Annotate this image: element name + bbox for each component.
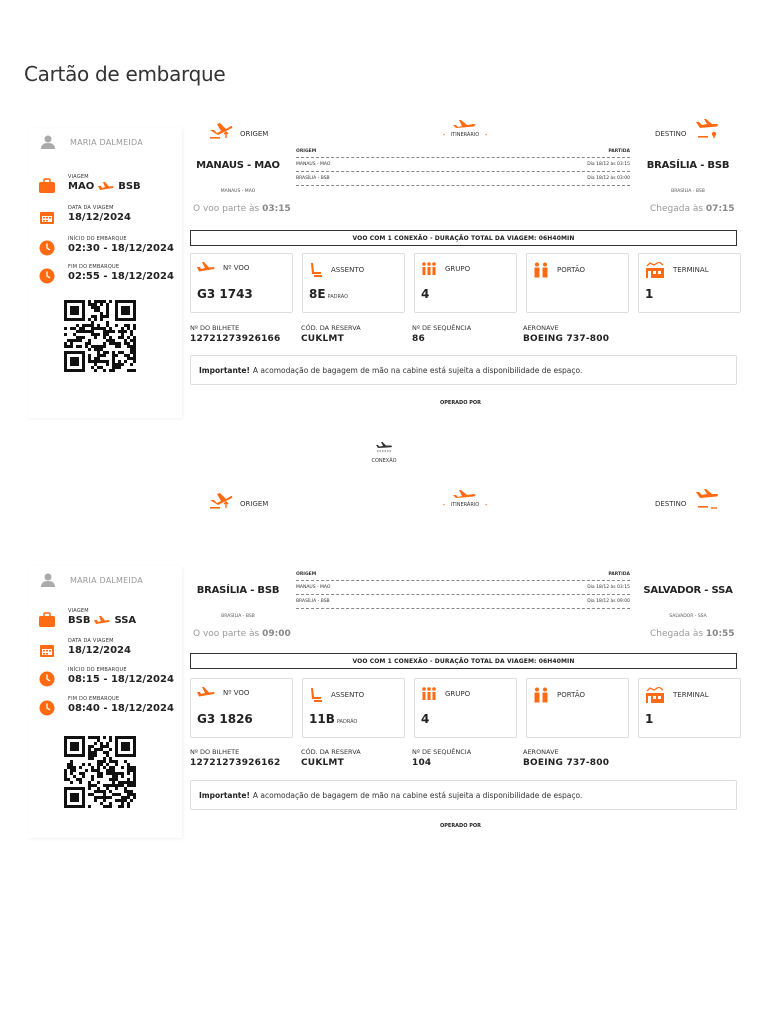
- itinerary-header-label: ITINERÁRIO: [450, 132, 480, 138]
- itin-city: BRASÍLIA - BSB: [296, 176, 330, 181]
- group: 4: [421, 287, 430, 301]
- plane-icon: [452, 488, 478, 500]
- reservation-label: CÓD. DA RESERVA: [301, 324, 361, 332]
- luggage-icon: [38, 177, 56, 195]
- seat-box: [302, 678, 405, 738]
- aircraft-label: AERONAVE: [523, 324, 559, 332]
- passenger: [40, 572, 143, 588]
- trip-date: 18/12/2024: [68, 212, 131, 223]
- date-label: DATA DA VIAGEM: [68, 205, 114, 211]
- board-start: 02:30 - 18/12/2024: [68, 243, 174, 254]
- itin-head-left: ORIGEM: [296, 149, 317, 154]
- board-start-info: [38, 667, 174, 688]
- destination-city: [640, 160, 736, 194]
- connection-label: CONEXÃO: [371, 458, 397, 464]
- itinerary-header: [0, 488, 768, 518]
- seat-class: PADRÃO: [336, 719, 358, 725]
- reservation-label: CÓD. DA RESERVA: [301, 748, 361, 756]
- ticket-number: 12721273926166: [190, 334, 281, 344]
- flight-number-box: [190, 253, 293, 313]
- person-icon: [40, 134, 56, 150]
- origin-header: [208, 118, 268, 140]
- date-label: DATA DA VIAGEM: [68, 638, 114, 644]
- group-box: [414, 678, 517, 738]
- note-text: A acomodação de bagagem de mão na cabine está sujeita a disponibilidade de espaço.: [252, 365, 583, 375]
- terminal: 1: [645, 712, 654, 726]
- itinerary-table: [296, 572, 630, 609]
- clock-icon: [38, 267, 56, 285]
- destination-header: [655, 118, 720, 140]
- group: 4: [421, 712, 430, 726]
- gate-icon: [533, 262, 549, 278]
- aircraft: BOEING 737-800: [523, 334, 610, 344]
- departure-time-value: 09:00: [262, 629, 291, 639]
- date-info: [38, 205, 131, 226]
- board-end-info: [38, 696, 174, 717]
- date-info: [38, 638, 131, 659]
- page-title: Cartão de embarque: [24, 62, 226, 86]
- passenger-sidebar: [28, 128, 182, 418]
- gate-label: PORTÃO: [557, 691, 585, 699]
- destination-header-label: DESTINO: [655, 500, 687, 508]
- calendar-icon: [38, 641, 56, 659]
- clock-icon: [38, 699, 56, 717]
- clock-icon: [38, 670, 56, 688]
- itin-city: BRASÍLIA - BSB: [296, 599, 330, 604]
- trip-info: [38, 174, 141, 195]
- sequence-number: 104: [412, 758, 432, 768]
- board-start-label: INÍCIO DO EMBARQUE: [68, 236, 127, 242]
- flight-number-label: Nº VOO: [223, 264, 250, 272]
- reservation-code: CUKLMT: [301, 334, 344, 344]
- departure-time-value: 03:15: [262, 204, 291, 214]
- terminal-icon: [645, 687, 665, 703]
- sequence-label: Nº DE SEQUÊNCIA: [412, 748, 472, 756]
- itin-row: [296, 595, 630, 609]
- terminal-label: TERMINAL: [673, 266, 709, 274]
- itinerary-table: [296, 149, 630, 186]
- plane-icon: [452, 118, 478, 130]
- origin-city: [190, 160, 286, 194]
- connection-plane-icon: [375, 440, 393, 452]
- itinerary-header-center: [436, 488, 494, 508]
- itin-city: MANAUS - MAO: [296, 585, 331, 590]
- pin-icon: ⬩: [442, 132, 445, 138]
- destination-header-label: DESTINO: [655, 130, 687, 138]
- gate-box: [526, 253, 629, 313]
- origin-city-sub: MANAUS - MAO: [220, 189, 256, 194]
- itinerary-header-label: ITINERÁRIO: [450, 502, 480, 508]
- itin-time: Dia 18/12 às 03:15: [587, 162, 630, 167]
- note-bold: Importante!: [199, 365, 250, 375]
- plane-icon: [197, 262, 215, 274]
- note-bold: Importante!: [199, 790, 250, 800]
- destination-city-sub: SALVADOR - SSA: [669, 614, 707, 619]
- connection-marker: [364, 437, 404, 464]
- trip-label: VIAGEM: [68, 608, 89, 614]
- plane-icon: [197, 687, 215, 699]
- board-end: 02:55 - 18/12/2024: [68, 271, 174, 282]
- connection-banner: VOO COM 1 CONEXÃO - DURAÇÃO TOTAL DA VIAGEM: 06H40MIN: [190, 230, 737, 246]
- flight-number: G3 1743: [197, 287, 253, 301]
- arrival-time: [650, 629, 735, 639]
- itin-time: Dia 18/12 às 03:15: [587, 585, 630, 590]
- luggage-icon: [38, 611, 56, 629]
- board-end-label: FIM DO EMBARQUE: [68, 696, 120, 702]
- ticket-label: Nº DO BILHETE: [190, 324, 240, 332]
- ticket-number: 12721273926162: [190, 758, 281, 768]
- trip-from: MAO: [68, 181, 95, 192]
- trip-label: VIAGEM: [68, 174, 89, 180]
- takeoff-icon: [208, 488, 234, 510]
- trip-date: 18/12/2024: [68, 645, 131, 656]
- pin-icon: ⬩: [485, 132, 488, 138]
- sequence-number: 86: [412, 334, 425, 344]
- departure-prefix: O voo parte às: [193, 629, 260, 639]
- arrival-time: [650, 204, 735, 214]
- board-start-info: [38, 236, 174, 257]
- departure-time: [193, 204, 291, 214]
- flight-details: [190, 253, 741, 313]
- flight-number-label: Nº VOO: [223, 689, 250, 697]
- departure-time: [193, 629, 291, 639]
- itin-head-left: ORIGEM: [296, 572, 317, 577]
- flight-details: [190, 678, 741, 738]
- arrival-prefix: Chegada às: [650, 629, 704, 639]
- landing-icon: [694, 488, 720, 510]
- destination-city-name: BRASÍLIA - BSB: [646, 160, 730, 171]
- group-label: GRUPO: [445, 265, 471, 273]
- terminal-box: [638, 678, 741, 738]
- terminal-icon: [645, 262, 665, 278]
- operated-by: OPERADO POR: [440, 400, 481, 406]
- trip-from: BSB: [68, 615, 91, 626]
- trip-to: BSB: [118, 181, 141, 192]
- trip-to: SSA: [114, 615, 137, 626]
- destination-header: [655, 488, 720, 510]
- itin-row: [296, 158, 630, 172]
- board-end-label: FIM DO EMBARQUE: [68, 264, 120, 270]
- gate-icon: [533, 687, 549, 703]
- pin-icon: ⬩: [442, 502, 445, 508]
- passenger-name: MARIA DALMEIDA: [70, 575, 143, 585]
- destination-city-sub: BRASÍLIA - BSB: [671, 189, 705, 194]
- destination-city: [640, 585, 736, 619]
- aircraft-label: AERONAVE: [523, 748, 559, 756]
- landing-icon: [694, 118, 720, 140]
- takeoff-icon: [208, 118, 234, 140]
- seat-icon: [309, 687, 323, 703]
- baggage-note: [190, 355, 737, 385]
- qr-code: [64, 736, 136, 808]
- origin-header: [208, 488, 268, 510]
- destination-city-name: SALVADOR - SSA: [643, 585, 733, 596]
- seat-class: PADRÃO: [327, 294, 349, 300]
- flight-number: G3 1826: [197, 712, 253, 726]
- calendar-icon: [38, 208, 56, 226]
- itin-row: [296, 172, 630, 186]
- note-text: A acomodação de bagagem de mão na cabine está sujeita a disponibilidade de espaço.: [252, 790, 583, 800]
- group-icon: [421, 262, 437, 276]
- ticket-label: Nº DO BILHETE: [190, 748, 240, 756]
- passenger: [40, 134, 143, 150]
- plane-icon: [98, 182, 114, 192]
- ticket-meta: [190, 748, 634, 768]
- flight-number-box: [190, 678, 293, 738]
- passenger-sidebar: [28, 566, 182, 838]
- operated-by: OPERADO POR: [440, 823, 481, 829]
- gate-label: PORTÃO: [557, 266, 585, 274]
- pin-icon: ⬩: [485, 502, 488, 508]
- clock-icon: [38, 239, 56, 257]
- group-box: [414, 253, 517, 313]
- itin-time: Dia 18/12 às 03:00: [587, 176, 630, 181]
- connection-banner: VOO COM 1 CONEXÃO - DURAÇÃO TOTAL DA VIAGEM: 06H40MIN: [190, 653, 737, 669]
- gate-box: [526, 678, 629, 738]
- board-start: 08:15 - 18/12/2024: [68, 674, 174, 685]
- origin-header-label: ORIGEM: [240, 500, 269, 508]
- terminal: 1: [645, 287, 654, 301]
- reservation-code: CUKLMT: [301, 758, 344, 768]
- origin-city-name: MANAUS - MAO: [196, 160, 280, 171]
- arrival-time-value: 10:55: [705, 629, 735, 639]
- board-end: 08:40 - 18/12/2024: [68, 703, 174, 714]
- origin-header-label: ORIGEM: [240, 130, 269, 138]
- aircraft: BOEING 737-800: [523, 758, 610, 768]
- person-icon: [40, 572, 56, 588]
- origin-city: [190, 585, 286, 619]
- seat: 11B: [309, 712, 335, 726]
- origin-city-sub: BRASÍLIA - BSB: [221, 614, 255, 619]
- seat-icon: [309, 262, 323, 278]
- arrival-time-value: 07:15: [705, 204, 735, 214]
- seat: 8E: [309, 287, 326, 301]
- group-icon: [421, 687, 437, 701]
- baggage-note: [190, 780, 737, 810]
- terminal-box: [638, 253, 741, 313]
- itinerary-header-center: [436, 118, 494, 138]
- ticket-meta: [190, 324, 634, 344]
- seat-label: ASSENTO: [331, 691, 365, 699]
- seat-label: ASSENTO: [331, 266, 365, 274]
- board-end-info: [38, 264, 174, 285]
- board-start-label: INÍCIO DO EMBARQUE: [68, 667, 127, 673]
- itin-head-right: PARTIDA: [608, 149, 630, 154]
- qr-code: [64, 300, 136, 372]
- arrival-prefix: Chegada às: [650, 204, 704, 214]
- itin-row: [296, 581, 630, 595]
- departure-prefix: O voo parte às: [193, 204, 260, 214]
- sequence-label: Nº DE SEQUÊNCIA: [412, 324, 472, 332]
- itin-time: Dia 18/12 às 09:00: [587, 599, 630, 604]
- passenger-name: MARIA DALMEIDA: [70, 137, 143, 147]
- seat-box: [302, 253, 405, 313]
- itin-head-right: PARTIDA: [608, 572, 630, 577]
- plane-icon: [94, 616, 110, 626]
- group-label: GRUPO: [445, 690, 471, 698]
- terminal-label: TERMINAL: [673, 691, 709, 699]
- trip-info: [38, 608, 136, 629]
- origin-city-name: BRASÍLIA - BSB: [196, 585, 280, 596]
- itin-city: MANAUS - MAO: [296, 162, 331, 167]
